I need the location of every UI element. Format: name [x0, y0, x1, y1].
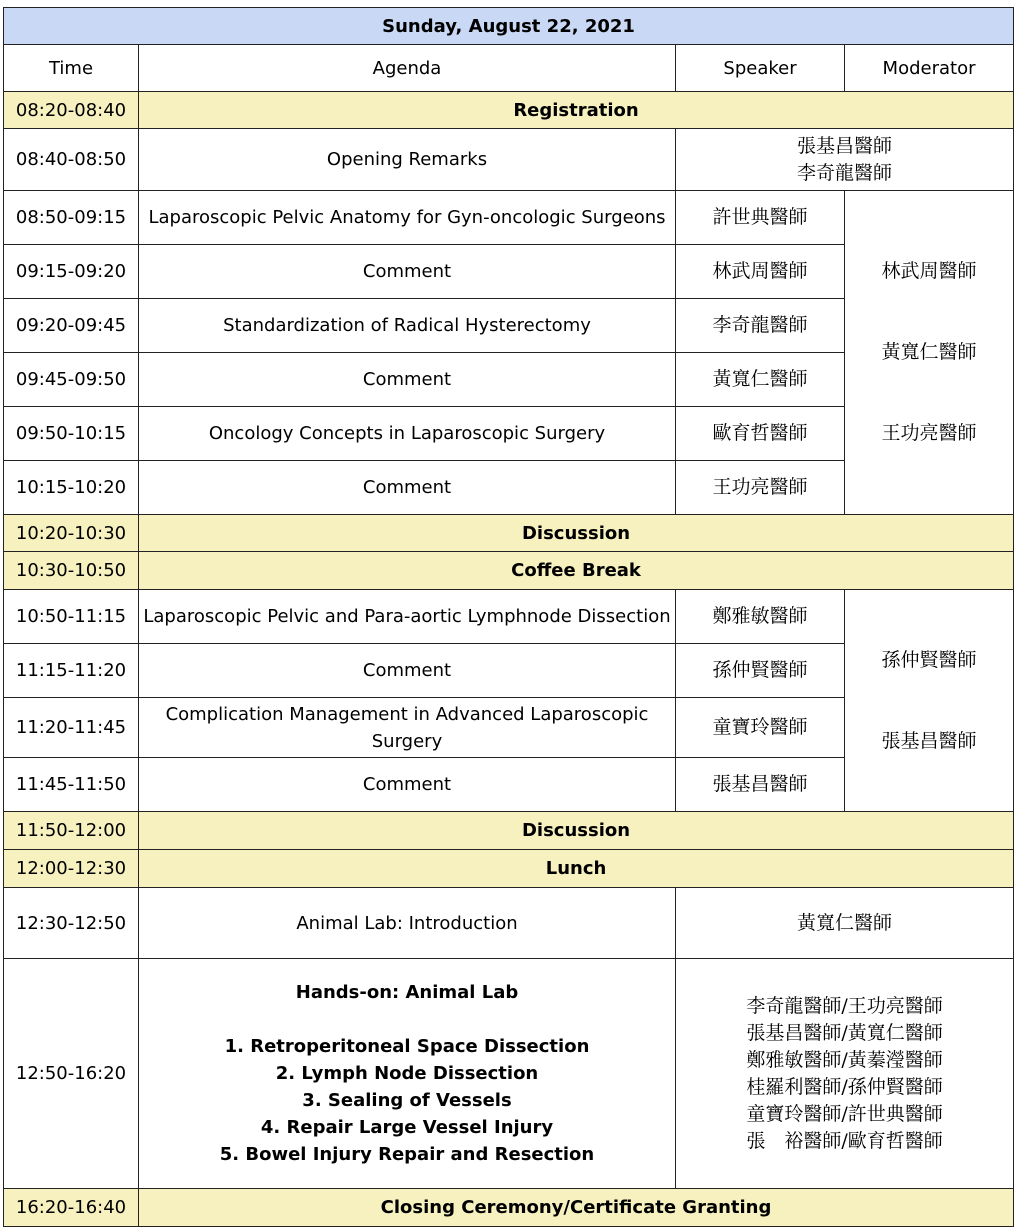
- column-header-speaker: Speaker: [676, 45, 845, 92]
- agenda-cell-lunch: Lunch: [139, 850, 1014, 888]
- speaker-cell: 王功亮醫師: [676, 461, 845, 515]
- agenda-cell: Comment: [139, 461, 676, 515]
- time-cell: 09:50-10:15: [4, 407, 139, 461]
- agenda-cell: Comment: [139, 245, 676, 299]
- agenda-line: Complication Management in Advanced Laparoscopic: [165, 703, 649, 725]
- hands-on-speaker-cell: [676, 959, 1014, 1189]
- time-cell: 08:50-09:15: [4, 191, 139, 245]
- time-cell: 11:50-12:00: [4, 812, 139, 850]
- time-cell: 11:20-11:45: [4, 698, 139, 758]
- speaker-cell: 鄭雅敏醫師: [676, 590, 845, 644]
- speaker-name: 張基昌醫師: [797, 134, 893, 157]
- speaker-cell: 黃寬仁醫師: [676, 353, 845, 407]
- time-cell: 09:20-09:45: [4, 299, 139, 353]
- speaker-pair: 桂羅利醫師/孫仲賢醫師: [746, 1075, 943, 1098]
- agenda-line: Surgery: [371, 730, 443, 752]
- agenda-cell: Standardization of Radical Hysterectomy: [139, 299, 676, 353]
- agenda-cell-registration: Registration: [139, 92, 1014, 129]
- time-cell: 09:15-09:20: [4, 245, 139, 299]
- time-cell: 12:00-12:30: [4, 850, 139, 888]
- time-cell: 09:45-09:50: [4, 353, 139, 407]
- column-header-agenda: Agenda: [139, 45, 676, 92]
- agenda-cell: Oncology Concepts in Laparoscopic Surgery: [139, 407, 676, 461]
- time-cell: 08:20-08:40: [4, 92, 139, 129]
- column-header-moderator: Moderator: [845, 45, 1014, 92]
- speaker-pair: 鄭雅敏醫師/黃蓁瀅醫師: [746, 1048, 943, 1071]
- time-cell: 12:30-12:50: [4, 888, 139, 959]
- speaker-pair: 張基昌醫師/黃寬仁醫師: [746, 1021, 943, 1044]
- agenda-cell-discussion: Discussion: [139, 515, 1014, 552]
- speaker-cell: 許世典醫師: [676, 191, 845, 245]
- speaker-cell: 張基昌醫師: [676, 758, 845, 812]
- time-cell: 10:50-11:15: [4, 590, 139, 644]
- hands-on-item: 2. Lymph Node Dissection: [275, 1063, 539, 1084]
- speaker-pair: 李奇龍醫師/王功亮醫師: [746, 994, 943, 1017]
- hands-on-agenda-cell: [139, 959, 676, 1189]
- agenda-cell: Comment: [139, 353, 676, 407]
- schedule-title: Sunday, August 22, 2021: [4, 8, 1014, 45]
- time-cell: 12:50-16:20: [4, 959, 139, 1189]
- time-cell: 11:45-11:50: [4, 758, 139, 812]
- agenda-cell: Laparoscopic Pelvic and Para-aortic Lymphnode Dissection: [139, 590, 676, 644]
- agenda-cell-coffee-break: Coffee Break: [139, 552, 1014, 590]
- agenda-cell-discussion: Discussion: [139, 812, 1014, 850]
- moderator-cell: [845, 590, 1014, 812]
- agenda-cell: Laparoscopic Pelvic Anatomy for Gyn-oncologic Surgeons: [139, 191, 676, 245]
- speaker-cell: 黃寬仁醫師: [676, 888, 1014, 959]
- agenda-cell-closing: Closing Ceremony/Certificate Granting: [139, 1189, 1014, 1227]
- hands-on-item: 5. Bowel Injury Repair and Resection: [219, 1144, 595, 1165]
- time-cell: 10:15-10:20: [4, 461, 139, 515]
- agenda-cell: Animal Lab: Introduction: [139, 888, 676, 959]
- speaker-pair: 童寶玲醫師/許世典醫師: [746, 1102, 943, 1125]
- time-cell: 10:20-10:30: [4, 515, 139, 552]
- speaker-cell: 李奇龍醫師: [676, 299, 845, 353]
- moderator-name: 王功亮醫師: [881, 422, 977, 444]
- hands-on-item: 1. Retroperitoneal Space Dissection: [224, 1036, 590, 1057]
- speaker-cell: 孫仲賢醫師: [676, 644, 845, 698]
- column-header-time: Time: [4, 45, 139, 92]
- speaker-pair: 張 裕醫師/歐育哲醫師: [746, 1129, 943, 1152]
- moderator-name: 孫仲賢醫師: [881, 648, 977, 671]
- time-cell: 16:20-16:40: [4, 1189, 139, 1227]
- moderator-cell: [845, 191, 1014, 515]
- moderator-name: 張基昌醫師: [881, 729, 977, 752]
- speaker-cell: 歐育哲醫師: [676, 407, 845, 461]
- moderator-name: 林武周醫師: [881, 260, 977, 282]
- hands-on-heading: Hands-on: Animal Lab: [295, 982, 519, 1003]
- agenda-table: [3, 7, 1014, 1227]
- speaker-cell: 童寶玲醫師: [676, 698, 845, 758]
- agenda-cell: Comment: [139, 644, 676, 698]
- time-cell: 11:15-11:20: [4, 644, 139, 698]
- agenda-cell: Opening Remarks: [139, 129, 676, 191]
- agenda-cell: [139, 698, 676, 758]
- agenda-cell: Comment: [139, 758, 676, 812]
- moderator-name: 黃寬仁醫師: [881, 341, 977, 363]
- speaker-cell: [676, 129, 1014, 191]
- time-cell: 08:40-08:50: [4, 129, 139, 191]
- hands-on-item: 4. Repair Large Vessel Injury: [260, 1117, 554, 1138]
- hands-on-item: 3. Sealing of Vessels: [302, 1090, 512, 1111]
- speaker-cell: 林武周醫師: [676, 245, 845, 299]
- speaker-name: 李奇龍醫師: [797, 161, 893, 184]
- time-cell: 10:30-10:50: [4, 552, 139, 590]
